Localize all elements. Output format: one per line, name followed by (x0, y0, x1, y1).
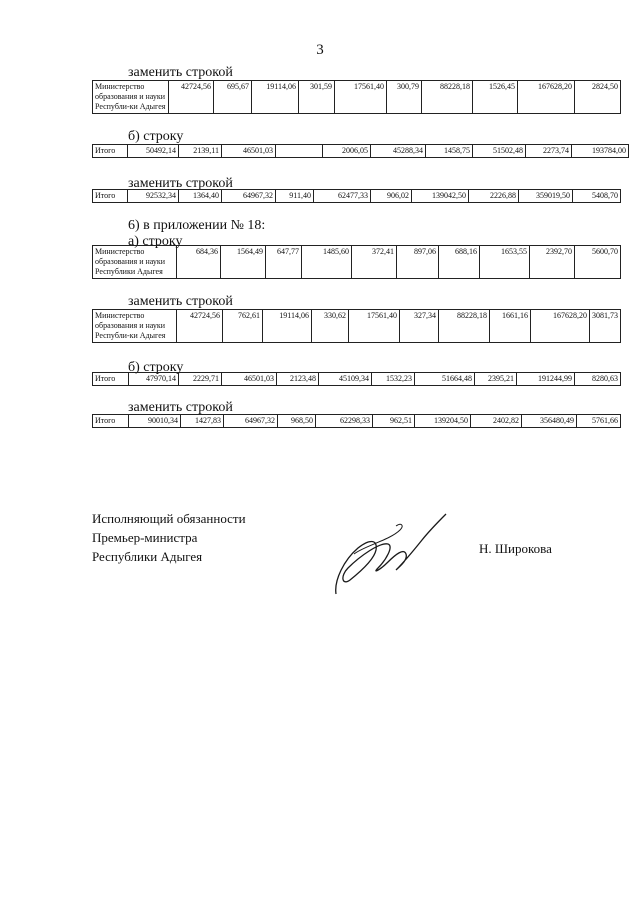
value-cell: 2226,88 (469, 190, 519, 203)
table-t6 (92, 372, 621, 386)
value-cell: 193784,00 (572, 145, 629, 158)
value-cell: 19114,06 (263, 310, 312, 343)
label-appendix: 6) в приложении № 18: (128, 218, 266, 233)
value-cell: 897,06 (397, 246, 439, 279)
value-cell: 1653,55 (480, 246, 530, 279)
value-cell: 356480,49 (522, 415, 577, 428)
table-row (93, 373, 621, 386)
value-cell: 46501,03 (222, 145, 276, 158)
signatory-line-1: Исполняющий обязанности (92, 511, 246, 526)
value-cell: 88228,18 (422, 81, 473, 114)
value-cell: 2229,71 (179, 373, 222, 386)
value-cell: 5408,70 (573, 190, 621, 203)
value-cell: 64967,32 (222, 190, 276, 203)
value-cell: 2123,48 (277, 373, 319, 386)
value-cell: 1485,60 (302, 246, 352, 279)
table-row (93, 190, 621, 203)
value-cell: 45109,34 (319, 373, 372, 386)
value-cell: 330,62 (312, 310, 349, 343)
label-a-line: а) строку (128, 234, 183, 249)
signatory-line-2: Премьер-министра (92, 530, 198, 545)
label-replace-4: заменить строкой (128, 400, 233, 415)
table-row (93, 415, 621, 428)
value-cell: 1526,45 (473, 81, 518, 114)
table-row (93, 81, 621, 114)
value-cell: 46501,03 (222, 373, 277, 386)
value-cell: 684,36 (177, 246, 221, 279)
value-cell: 167628,20 (531, 310, 590, 343)
table-row (93, 145, 629, 158)
value-cell: 300,79 (387, 81, 422, 114)
signatory-line-3: Республики Адыгея (92, 549, 203, 564)
value-cell: 45288,34 (371, 145, 426, 158)
value-cell: 8280,63 (575, 373, 621, 386)
label-replace-1: заменить строкой (128, 65, 233, 80)
value-cell: 2006,05 (323, 145, 371, 158)
value-cell: 911,40 (276, 190, 314, 203)
value-cell (276, 145, 323, 158)
value-cell: 2395,21 (475, 373, 517, 386)
value-cell: 301,59 (299, 81, 335, 114)
value-cell: 762,61 (223, 310, 263, 343)
value-cell: 5600,70 (575, 246, 621, 279)
value-cell: 51664,48 (415, 373, 475, 386)
value-cell: 5761,66 (577, 415, 621, 428)
value-cell: 51502,48 (473, 145, 526, 158)
table-row (93, 246, 621, 279)
value-cell: 62477,33 (314, 190, 371, 203)
value-cell: 167628,20 (518, 81, 575, 114)
value-cell: 2402,82 (471, 415, 522, 428)
row-name-cell: Итого (93, 415, 129, 428)
table-t3 (92, 189, 621, 203)
value-cell: 139042,50 (412, 190, 469, 203)
value-cell: 2392,70 (530, 246, 575, 279)
value-cell: 139204,50 (415, 415, 471, 428)
value-cell: 92532,34 (128, 190, 179, 203)
value-cell: 359019,50 (519, 190, 573, 203)
value-cell: 1661,16 (490, 310, 531, 343)
value-cell: 1458,75 (426, 145, 473, 158)
value-cell: 1427,83 (181, 415, 224, 428)
value-cell: 90010,34 (129, 415, 181, 428)
value-cell: 62298,33 (316, 415, 373, 428)
value-cell: 372,41 (352, 246, 397, 279)
value-cell: 695,67 (214, 81, 252, 114)
signatory-title (92, 509, 246, 566)
value-cell: 3081,73 (590, 310, 621, 343)
value-cell: 688,16 (439, 246, 480, 279)
signatory-name: Н. Широкова (479, 541, 552, 556)
table-t7 (92, 414, 621, 428)
value-cell: 17561,40 (335, 81, 387, 114)
row-name-cell: Министерство образования и науки Республики Адыгея (93, 246, 177, 279)
value-cell: 191244,99 (517, 373, 575, 386)
label-replace-2: заменить строкой (128, 176, 233, 191)
table-t2 (92, 144, 629, 158)
value-cell: 647,77 (266, 246, 302, 279)
value-cell: 42724,56 (169, 81, 214, 114)
table-t4 (92, 245, 621, 279)
table-row (93, 310, 621, 343)
row-name-cell: Итого (93, 145, 128, 158)
value-cell: 1364,40 (179, 190, 222, 203)
label-replace-3: заменить строкой (128, 294, 233, 309)
value-cell: 17561,40 (349, 310, 400, 343)
page-number: 3 (316, 42, 324, 58)
value-cell: 1532,23 (372, 373, 415, 386)
value-cell: 47970,14 (129, 373, 179, 386)
handwritten-signature (330, 510, 450, 600)
row-name-cell: Итого (93, 373, 129, 386)
label-b-line-2: б) строку (128, 360, 184, 375)
label-b-line-1: б) строку (128, 129, 184, 144)
value-cell: 906,02 (371, 190, 412, 203)
value-cell: 327,34 (400, 310, 439, 343)
value-cell: 88228,18 (439, 310, 490, 343)
value-cell: 2139,11 (179, 145, 222, 158)
value-cell: 50492,14 (128, 145, 179, 158)
row-name-cell: Министерство образования и науки Республи-ки Адыгея (93, 310, 177, 343)
value-cell: 64967,32 (224, 415, 278, 428)
row-name-cell: Министерство образования и науки Республи-ки Адыгея (93, 81, 169, 114)
table-t5 (92, 309, 621, 343)
value-cell: 19114,06 (252, 81, 299, 114)
value-cell: 968,50 (278, 415, 316, 428)
row-name-cell: Итого (93, 190, 128, 203)
table-t1 (92, 80, 621, 114)
value-cell: 2273,74 (526, 145, 572, 158)
value-cell: 962,51 (373, 415, 415, 428)
value-cell: 2824,50 (575, 81, 621, 114)
value-cell: 42724,56 (177, 310, 223, 343)
value-cell: 1564,49 (221, 246, 266, 279)
